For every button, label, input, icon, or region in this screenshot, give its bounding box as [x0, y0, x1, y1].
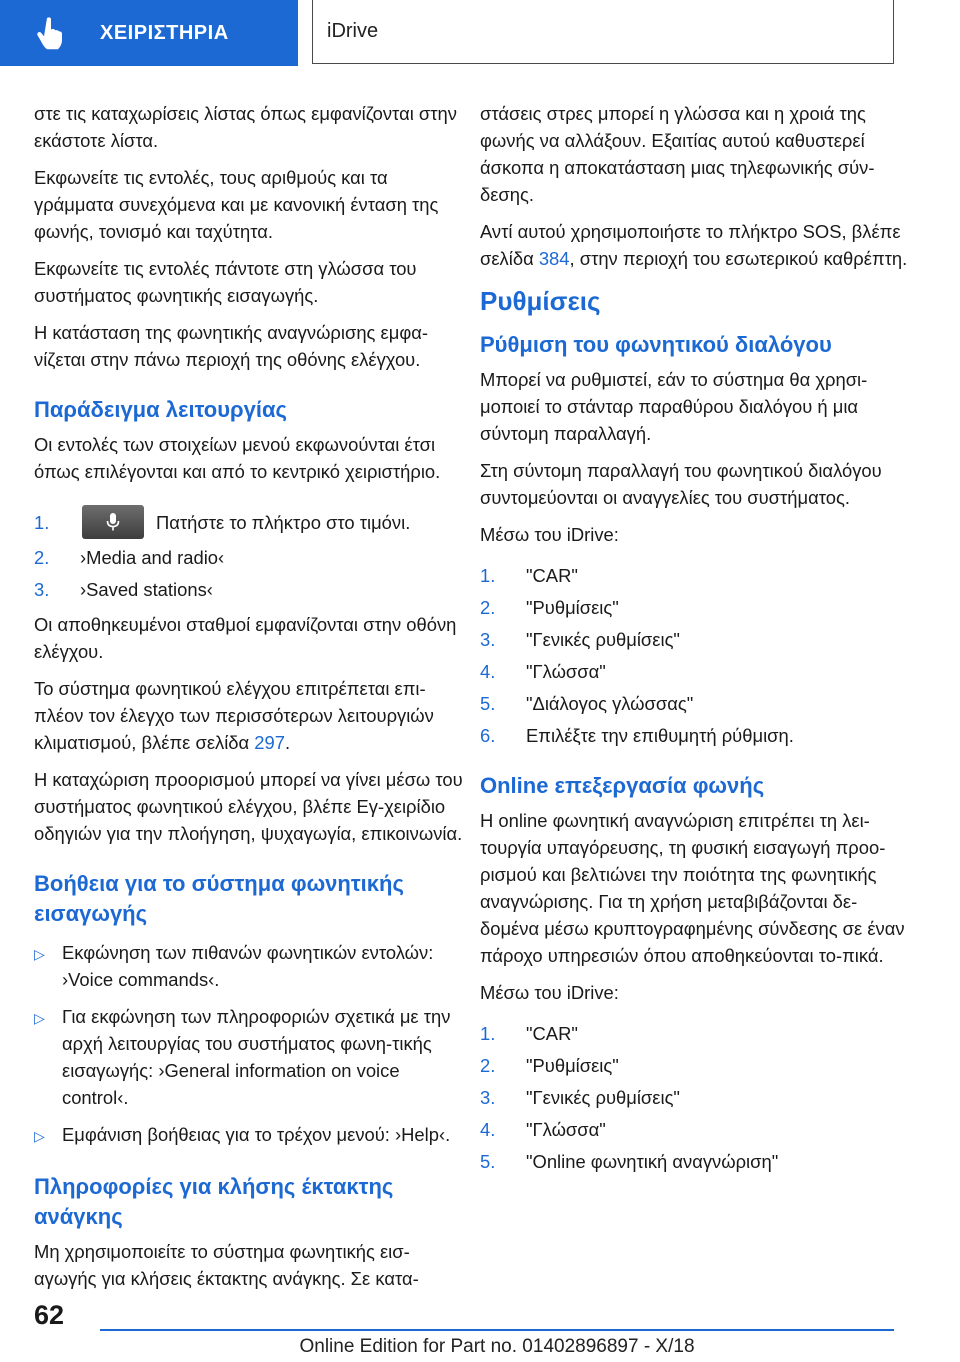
heading-example: Παράδειγμα λειτουργίας — [34, 397, 287, 422]
paragraph: Μη χρησιμοποιείτε το σύστημα φωνητικής εισ‐αγωγής για κλήσεις έκτακτης ανάγκης. Σε κατα‐ — [34, 1241, 419, 1289]
list-item — [34, 576, 466, 603]
list-item — [480, 1052, 912, 1079]
paragraph: Η καταχώριση προορισμού μπορεί να γίνει μέσω του συστήματος φωνητικού ελέγχου, βλέπε Εγ‐χειρίδιο οδηγιών για την πλοήγηση, ψυχαγωγία, επικοινωνία. — [34, 769, 463, 844]
left-column — [34, 100, 466, 1302]
list-item — [480, 1084, 912, 1111]
step-number: 5. — [480, 693, 496, 714]
heading-help: Βοήθεια για το σύστημα φωνητικής εισαγωγής — [34, 871, 404, 926]
page-link-384[interactable]: 384 — [538, 248, 570, 269]
hand-pointer-icon — [36, 16, 66, 50]
step-text: "Ρυθμίσεις" — [526, 1055, 619, 1076]
page-number: 62 — [34, 1300, 65, 1330]
step-number: 4. — [480, 1119, 496, 1140]
step-text: "Γλώσσα" — [526, 1119, 606, 1140]
list-item — [34, 505, 466, 539]
page-header — [0, 0, 960, 66]
step-number: 1. — [480, 1023, 496, 1044]
paragraph: Εκφωνείτε τις εντολές, τους αριθμούς και τα γράμματα συνεχόμενα και με κανονική ένταση της φωνής, τονισμό και ταχύτητα. — [34, 167, 439, 242]
step-text: Επιλέξτε την επιθυμητή ρύθμιση. — [526, 725, 794, 746]
list-item — [480, 722, 912, 749]
section-box — [312, 0, 894, 64]
step-text: "Ρυθμίσεις" — [526, 597, 619, 618]
list-item — [34, 1003, 466, 1111]
list-item — [480, 1148, 912, 1175]
list-item — [480, 1020, 912, 1047]
paragraph: Το σύστημα φωνητικού ελέγχου επιτρέπεται επι‐πλέον τον έλεγχο των περισσότερων λειτουργιών κλιματισμού, βλέπε σελίδα 297. — [34, 678, 434, 753]
heading-online: Online επεξεργασία φωνής — [480, 773, 765, 798]
step-text: ›Media and radio‹ — [80, 547, 225, 568]
list-item — [480, 1116, 912, 1143]
step-number: 6. — [480, 725, 496, 746]
step-number: 1. — [480, 565, 496, 586]
help-list — [34, 939, 466, 1150]
step-number: 5. — [480, 1151, 496, 1172]
step-text: "Γενικές ρυθμίσεις" — [526, 1087, 680, 1108]
list-item-text: Εμφάνιση βοήθειας για το τρέχον μενού: ›Help‹. — [62, 1124, 451, 1145]
paragraph: Η online φωνητική αναγνώριση επιτρέπει τη λει‐τουργία υπαγόρευσης, τη φυσική εισαγωγή προο‐ρισμού και βελτιώνει την ποιότητα της φωνητικής αναγνώρισης. Για τη χρήση μεταβιβάζονται δε‐δομένα μέσω κρυπτογραφημένης σύνδεσης σε έναν πάροχο υπηρεσιών όπου αποθηκεύονται το‐πικά. — [480, 810, 905, 966]
footer-divider — [100, 1329, 894, 1331]
step-text: "CAR" — [526, 1023, 578, 1044]
list-item-text: Εκφώνηση των πιθανών φωνητικών εντολών: ›Voice commands‹. — [62, 942, 434, 990]
heading-settings: Ρυθμίσεις — [480, 286, 601, 316]
page-link-297[interactable]: 297 — [254, 732, 285, 753]
paragraph: Οι αποθηκευμένοι σταθμοί εμφανίζονται στην οθόνη ελέγχου. — [34, 614, 457, 662]
step-text: "Online φωνητική αναγνώριση" — [526, 1151, 779, 1172]
paragraph: Στη σύντομη παραλλαγή του φωνητικού διαλόγου συντομεύονται οι αναγγελίες του συστήματος. — [480, 460, 882, 508]
step-text: "Γενικές ρυθμίσεις" — [526, 629, 680, 650]
triangle-bullet-icon: ▷ — [34, 946, 45, 962]
example-steps — [34, 505, 466, 603]
chapter-tab — [0, 0, 298, 66]
paragraph: Αντί αυτού χρησιμοποιήστε το πλήκτρο SOS, βλέπε σελίδα 384, στην περιοχή του εσωτερικού καθρέπτη. — [480, 221, 908, 269]
paragraph: στάσεις στρες μπορεί η γλώσσα και η χροιά της φωνής να αλλάξουν. Εξαιτίας αυτού καθυστερεί άσκοπα η αποκατάσταση μιας τηλεφωνικής σύν‐δεσης. — [480, 103, 875, 205]
step-number: 4. — [480, 661, 496, 682]
chapter-title: ΧΕΙΡΙΣΤΗΡΙΑ — [100, 21, 229, 44]
step-text: "CAR" — [526, 565, 578, 586]
paragraph: Οι εντολές των στοιχείων μενού εκφωνούνται έτσι όπως επιλέγονται και από το κεντρικό χειριστήριο. — [34, 434, 441, 482]
online-steps — [480, 1020, 912, 1175]
step-text: ›Saved stations‹ — [80, 579, 213, 600]
triangle-bullet-icon: ▷ — [34, 1010, 45, 1026]
step-number: 3. — [480, 1087, 496, 1108]
paragraph: Εκφωνείτε τις εντολές πάντοτε στη γλώσσα του συστήματος φωνητικής εισαγωγής. — [34, 258, 417, 306]
paragraph: Μέσω του iDrive: — [480, 982, 619, 1003]
right-column — [480, 100, 912, 1183]
list-item — [480, 658, 912, 685]
heading-emergency: Πληροφορίες για κλήσης έκτακτης ανάγκης — [34, 1174, 394, 1229]
list-item — [480, 562, 912, 589]
list-item — [34, 544, 466, 571]
step-text: Πατήστε το πλήκτρο στο τιμόνι. — [156, 511, 411, 533]
list-item — [480, 690, 912, 717]
step-number: 1. — [34, 511, 50, 533]
list-item — [480, 626, 912, 653]
step-number: 3. — [480, 629, 496, 650]
paragraph: Η κατάσταση της φωνητικής αναγνώρισης εμφα‐νίζεται στην πάνω περιοχή της οθόνης ελέγχου. — [34, 322, 429, 370]
step-number: 2. — [480, 597, 496, 618]
list-item — [34, 1121, 466, 1150]
paragraph: στε τις καταχωρίσεις λίστας όπως εμφανίζονται στην εκάστοτε λίστα. — [34, 103, 457, 151]
footer-edition: Online Edition for Part no. 01402896897 - X/18 — [299, 1336, 695, 1357]
list-item-text: Για εκφώνηση των πληροφοριών σχετικά με την αρχή λειτουργίας του συστήματος φωνη‐τικής εισαγωγής: ›General information on voice control‹. — [62, 1006, 451, 1108]
step-number: 3. — [34, 579, 50, 600]
triangle-bullet-icon: ▷ — [34, 1128, 45, 1144]
step-text: "Διάλογος γλώσσας" — [526, 693, 694, 714]
microphone-button-icon — [82, 505, 144, 539]
step-number: 2. — [34, 547, 50, 568]
list-item — [34, 939, 466, 993]
dialog-steps — [480, 562, 912, 749]
section-title: iDrive — [327, 20, 379, 42]
step-text: "Γλώσσα" — [526, 661, 606, 682]
list-item — [480, 594, 912, 621]
paragraph: Μπορεί να ρυθμιστεί, εάν το σύστημα θα χρησι‐μοποιεί το στάνταρ παραθύρου διαλόγου ή μια σύντομη παραλλαγή. — [480, 369, 868, 444]
heading-dialog: Ρύθμιση του φωνητικού διαλόγου — [480, 332, 832, 357]
step-number: 2. — [480, 1055, 496, 1076]
paragraph: Μέσω του iDrive: — [480, 524, 619, 545]
